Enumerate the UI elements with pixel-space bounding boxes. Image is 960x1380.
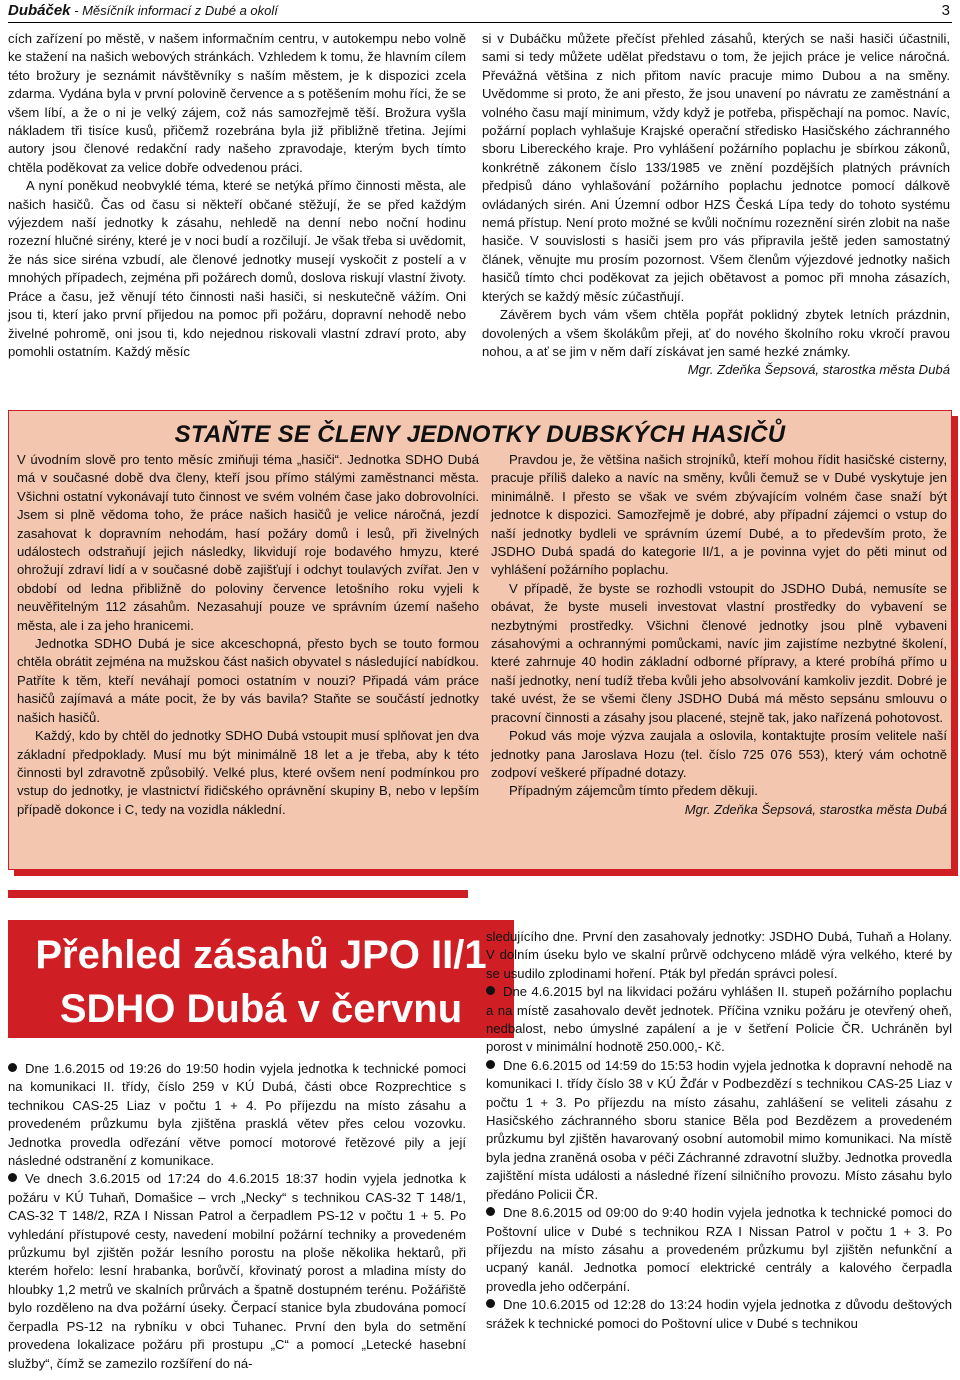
bullet-icon (8, 1173, 17, 1182)
box-title: STAŇTE SE ČLENY JEDNOTKY DUBSKÝCH HASIČŮ (174, 421, 786, 448)
paragraph: Závěrem bych vám všem chtěla popřát poklidný zbytek letních prázdnin, dovolených a všem školákům přeji, ať do nového školního roku vkročí pravou nohou, a ať se jim v něm daří získávat jen samé hezké známky. (482, 307, 950, 359)
box-column-right (491, 451, 947, 819)
report-column-right (486, 928, 952, 1333)
box-column-left (17, 451, 479, 819)
report-item (486, 1296, 952, 1333)
paragraph: V úvodním slově pro tento měsíc zmiňuji téma „hasiči“. Jednotka SDHO Dubá má v současné době dva členy, kteří jsou přímo stálými zaměstnanci města. Všichni ostatní vykonávají tuto činnost ve svém volném čase jako dobrovolníci. Jsem si plně vědoma toho, že práce našich hasičů je velice náročná, jezdí zasahovat k dopravním nehodám, hasí požáry domů i lesů, při živelných událostech odstraňují jejich následky, likvidují roje bodavého hmyzu, které ohrožují zdraví lidí a v současné době zajišťují i odchyt toulavých zvířat. Jen v období od ledna přibližně do poloviny července letošního roku vyjeli k neuvěřitelným 112 zásahům. Nezasahují pouze ve správním území našeho města, ale i za jeho hranicemi. (17, 452, 479, 633)
newsletter-name (8, 2, 278, 19)
paragraph: Pokud vás moje výzva zaujala a oslovila, kontaktujte prosím velitele naší jednotky pana Jaroslava Hozu (tel. číslo 725 076 553), který vám ochotně zodpoví veškeré případné dotazy. (491, 728, 947, 780)
bullet-icon (8, 1063, 17, 1072)
paragraph: A nyní poněkud neobvyklé téma, které se netýká přímo činnosti města, ale našich hasičů. Čas od času si někteří občané stěžují, že se před každým výjezdem naší jednotky k zásahu, nehledě na denní nebo noční hodinu rozezní hlučné sirény, které je v noci budí a rozčilují. Je však třeba si uvědomit, že nás sice siréna vzbudí, ale členové jednotky musejí vyskočit z postelí a v mnohých případech, zejména při požárech domů, doslova riskují vlastní životy. Práce a času, jež věnují této činnosti naši hasiči, si neskutečně vážím. Oni jsou ti, kterí jako první přijedou na pomoc při požáru, dopravní nehodě nebo živelné pohromě, oni jsou ti, kdo nejednou riskovali vlastní zdraví proto, aby pomohli ostatním. Každý měsíc (8, 178, 466, 359)
bullet-icon (486, 1207, 495, 1216)
report-title-block (8, 920, 514, 1038)
box-panel (8, 410, 952, 870)
recruitment-box (8, 410, 952, 870)
bullet-icon (486, 1060, 495, 1069)
report-item (486, 1204, 952, 1296)
divider-bar (8, 890, 468, 898)
bullet-icon (486, 986, 495, 995)
paragraph: si v Dubáčku můžete přečíst přehled zásahů, kterých se naši hasiči účastnili, sami si tedy můžete udělat představu o tom, že jejich práce je velice náročná. Převážná většina z nich přitom navíc pracuje mimo Dubou a na směny. Uvědomme si proto, že ani přesto, že jsou unavení po návratu ze zaměstnání a volného času mají minimum, vždy když je potřeba, přispěchají na pomoc. Navíc, požární poplach vyhlašuje Krajské operační středisko Hasičského záchranného sboru Libereckého kraje. Pro vyhlášení požárního poplachu je sbírkou zákonů, konkrétně zákonem číslo 133/1985 ve znění pozdějších platných právních předpisů dáno vyhlašování požárního poplachu jednotce pomocí dálkově ovládaných sirén. Ani Územní odbor HZS Česká Lípa tedy do tohoto systému nemá přístup. Není proto možné se kvůli nočnímu rozeznění sirén zlobit na naše hasiče. V souvislosti s hasiči jsem pro vás připravila ještě jeden samostatný článek, věnujte mu prosím pozornost. Všem členům výjezdové jednotky našich hasičů tímto chci poděkovat za jejich obětavost a pomoc při mnoha zásazích, kterých se každý měsíc zúčastňují. (482, 31, 950, 304)
paragraph: Každý, kdo by chtěl do jednotky SDHO Dubá vstoupit musí splňovat jen dva základní předpoklady. Musí mu být minimálně 18 let a je třeba, aby k této činnosti byl zdravotně způsobilý. Velké plus, které ovšem není podmínkou pro vstup do jednotky, je vlastnictví řidičského oprávnění skupiny B, nebo v lepším případě dokonce i C, tedy na vozidla náklední. (17, 728, 479, 817)
page-number: 3 (941, 2, 950, 19)
section-divider (0, 890, 960, 900)
paragraph: V případě, že byste se rozhodli vstoupit do JSDHO Dubá, nemusíte se obávat, že byste museli investovat vlastní prostředky do vybavení se nezbytnými prostředky. Všichni členové jednotky jsou plně vybaveni zásahovými a ochrannými pomůckami, navíc jim zajistíme nezbytné školení, které zahrnuje 40 hodin základní odborné přípravy, a které probíhá přímo u naší jednotky, není tudíž třeba kvůli jeho absolvování kamkoliv jezdit. Dobré je také uvést, že se všemi členy JSDHO Dubá má město sepsánu smlouvu o pracovní činnosti a zásahy jsou placené, stejně tak, jako nařízená pohotovost. (491, 580, 947, 725)
newsletter-subtitle: - Měsíčník informací z Dubé a okolí (70, 3, 278, 18)
report-text: Dne 4.6.2015 byl na likvidaci požáru vyhlášen II. stupeň požárního poplachu a na místě zasahovalo devět jednotek. Příčina vzniku požáru je otevřený oheň, nedbalost, nebo úmyslné zapálení a je v šetření Policie ČR. Uchráněn byl porost v minimální hodnotě 250.000,- Kč. (486, 984, 952, 1055)
report-item (486, 983, 952, 1057)
report-title-line-1: Přehled zásahů JPO II/1 (35, 933, 487, 977)
paragraph: sledujícího dne. První den zasahovaly jednotky: JSDHO Dubá, Tuhaň a Holany. V dolním úseku bylo ve skalní průrvě odchyceno mládě výra velkého, které by se usudilo zplodinami hoření. Pták byl předán správci polesí. (486, 929, 952, 981)
report-text: Dne 1.6.2015 od 19:26 do 19:50 hodin vyjela jednotka k technické pomoci na komunikaci II. třídy, číslo 259 v KÚ Dubá, části obce Rozprechtice s technikou CAS-25 Liaz v počtu 1 + 4. Po příjezdu na místo zásahu a provedeném průzkumu byla zjištěna prasklá větev přes celou vozovku. Jednotka provedla odřezání větve pomocí motorové řetězové pily a její následné odstranění z komunikace. (8, 1061, 466, 1169)
report-text: Dne 10.6.2015 od 12:28 do 13:24 hodin vyjela jednotka z důvodu deštových srážek k technické pomoci do Poštovní ulice v Dubé s technikou (486, 1297, 952, 1331)
page-header (8, 0, 952, 23)
paragraph: Jednotka SDHO Dubá je sice akceschopná, přesto bych se touto formou chtěla obrátit zejména na mužskou část našich obyvatel s následující nabídkou. Patříte k těm, kteří neváhají pomoci ostatním v nouzi? Připadá vám práce hasičů zajímavá a máte pocit, že by vás bavila? Staňte se součástí jednotky našich hasičů. (17, 636, 479, 725)
report-text: Ve dnech 3.6.2015 od 17:24 do 4.6.2015 18:37 hodin vyjela jednotka k požáru v KÚ Tuhaň, Domašice – vrch „Necky“ s technikou CAS-32 T 148/1, CAS-32 T 148/2, RZA I Nissan Patrol a čerpadlem PS-12 v počtu 1 + 5. Po vyhledání přístupové cesty, navedení mobilní požární techniky a provedeném průzkumu byl zjištěn požár lesního porostu na ploše několika hektarů, při kterém hořelo: lesní hrabanka, borůvčí, křovinatý porost a mladina místy do hloubky 1,2 metrů ve skalních průrvách a špatně dostupném terénu. Požářiště bylo rozděleno na dva požární úseky. Čerpací stanice byla zbudována pomocí čerpadla PS-12 na rybníku v obci Tuhanec. První den byla do setmění provedena lokalizace požáru při prostupu „C“ a pomocí „Letecké hasební služby“, čímž se zamezilo rozšíření do ná- (8, 1171, 466, 1371)
report-column-left (8, 1060, 466, 1373)
signature: Mgr. Zdeňka Šepsová, starostka města Dubá (684, 801, 947, 817)
report-item (486, 1057, 952, 1204)
report-text: Dne 8.6.2015 od 09:00 do 9:40 hodin vyjela jednotka k technické pomoci do Poštovní ulice v Dubé s technikou RZA I Nissan Patrol v počtu 1 + 3. Po příjezdu na místo zásahu a provedeném průzkumu byl zjištěn nefunkční a ucpaný kanál. Jednotka pomocí elektrické centrály a kalového čerpadla provedla jeho odčerpání. (486, 1205, 952, 1294)
report-title-line-2: SDHO Dubá v červnu (59, 987, 463, 1031)
paragraph: Případným zájemcům tímto předem děkuji. (509, 783, 758, 799)
intro-column-right (482, 30, 950, 380)
report-item (8, 1060, 466, 1170)
report-text: Dne 6.6.2015 od 14:59 do 15:53 hodin vyjela jednotka k dopravní nehodě na komunikaci I. třídy číslo 38 v KÚ Žďár v Podbezdězí s technikou CAS-25 Liaz v počtu 1 + 3. Po příjezdu na místo zásahu, zahlášení se veliteli zásahu z Hasičského záchranného sboru stanice Běla pod Bezdězem a provedeném průzkumu byl zjištěn havarovaný osobní automobil mimo komunikaci. Na místě byla jedna zraněná osoba v péči Záchranné zdravotní služby. Jednotka provedla zajištění místa události a následné řízení silničního provozu. Místo zásahu bylo předáno Policii ČR. (486, 1057, 952, 1202)
paragraph: cích zařízení po městě, v našem informačním centru, v autokempu nebo volně ke stažení na našich webových stránkách. Vzhledem k tomu, že hlavním cílem této brožury je seznámit návštěvníky s naším městem, je k dispozici zcela zdarma. Vydána byla v první polovině července a s potěšením mohu říci, že se všem líbí, a že o ni je velký zájem, což nás samozřejmě těší. Brožura vyšla nákladem tři tisíce kusů, přičemž rozebrána byla již přibližně třetina. Jejími autory jsou členové redakční rady našeho zpravodaje, kterým bych tímto chtěla poděkovat za velice dobře odvedenou práci. (8, 31, 466, 175)
paragraph: Pravdou je, že většina našich strojníků, kteří mohou řídit hasičské cisterny, pracuje příliš daleko a navíc na směny, kvůli čemuž se v Dubé vyskytuje jen minimálně. I přesto se však ve svém zbývajícím volném čase snaží být jednotce k dispozici. Samozřejmě je dobré, aby případní zájemci o vstup do naší jednotky bydleli ve správním území Dubé, a to především proto, že JSDHO Dubá spadá do kategorie II/1, a je povinna vyjet do pěti minut od vyhlášení požárního poplachu. (491, 452, 947, 578)
newsletter-title: Dubáček (8, 2, 71, 19)
report-item (8, 1170, 466, 1372)
intro-column-left (8, 30, 466, 361)
bullet-icon (486, 1299, 495, 1308)
signature: Mgr. Zdeňka Šepsová, starostka města Dubá (687, 362, 950, 378)
